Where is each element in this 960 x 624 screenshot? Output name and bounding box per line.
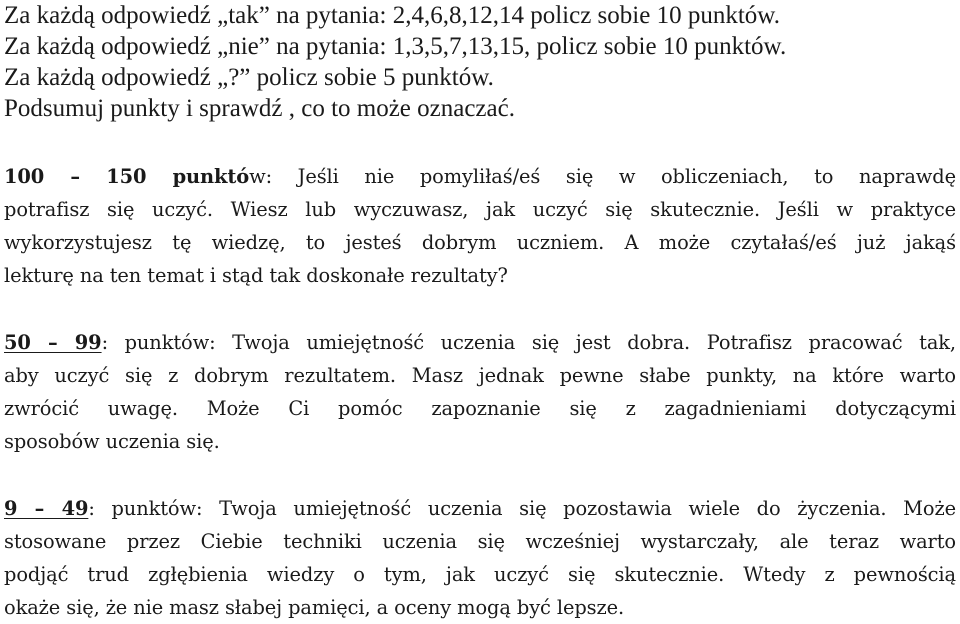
- paragraph-line: punktów: Twoja umiejętność uczenia się jest dobra. Potrafisz pracować tak,: [108, 331, 957, 354]
- result-range-high: [4, 160, 956, 292]
- result-range-low: [4, 492, 956, 624]
- instruction-line-summary: Podsumuj punkty i sprawdź , co to może oznaczać.: [4, 95, 515, 122]
- paragraph-line: okaże się, że nie masz słabej pamięci, a oceny mogą być lepsze.: [4, 596, 625, 619]
- paragraph-line: wykorzystujesz tę wiedzę, to jesteś dobrym uczniem. A może czytałaś/eś już jakąś: [4, 231, 956, 254]
- range-label: 100 – 150 punktó: [4, 165, 250, 188]
- document-page: [4, 0, 957, 619]
- paragraph-line: sposobów uczenia się.: [4, 430, 220, 453]
- paragraph-line: punktów: Twoja umiejętność uczenia się pozostawia wiele do życzenia. Może: [94, 497, 956, 520]
- scoring-instructions: [4, 0, 956, 124]
- result-range-medium: [4, 326, 956, 458]
- range-label-suffix: :: [101, 331, 108, 354]
- instruction-line-unsure: Za każdą odpowiedź „?” policz sobie 5 punktów.: [4, 64, 494, 91]
- paragraph-line: lekturę na ten temat i stąd tak doskonałe rezultaty?: [4, 264, 508, 287]
- range-label-suffix: w:: [249, 165, 273, 188]
- paragraph-line: Jeśli nie pomyliłaś/eś się w obliczeniach, to naprawdę: [272, 165, 956, 188]
- range-label: 9 – 49: [4, 497, 89, 520]
- instruction-line-no: Za każdą odpowiedź „nie” na pytania: 1,3,5,7,13,15, policz sobie 10 punktów.: [4, 33, 787, 60]
- paragraph-line: aby uczyć się z dobrym rezultatem. Masz jednak pewne słabe punkty, na które warto: [4, 364, 956, 387]
- instruction-line-yes: Za każdą odpowiedź „tak” na pytania: 2,4,6,8,12,14 policz sobie 10 punktów.: [4, 2, 780, 29]
- range-label: 50 – 99: [4, 331, 102, 354]
- paragraph-line: zwrócić uwagę. Może Ci pomóc zapoznanie się z zagadnieniami dotyczącymi: [4, 397, 956, 420]
- paragraph-line: potrafisz się uczyć. Wiesz lub wyczuwasz, jak uczyć się skutecznie. Jeśli w praktyce: [4, 198, 956, 221]
- range-label-suffix: :: [88, 497, 95, 520]
- paragraph-line: stosowane przez Ciebie techniki uczenia się wcześniej wystarczały, ale teraz warto: [4, 530, 956, 553]
- paragraph-line: podjąć trud zgłębienia wiedzy o tym, jak uczyć się skutecznie. Wtedy z pewnością: [4, 563, 956, 586]
